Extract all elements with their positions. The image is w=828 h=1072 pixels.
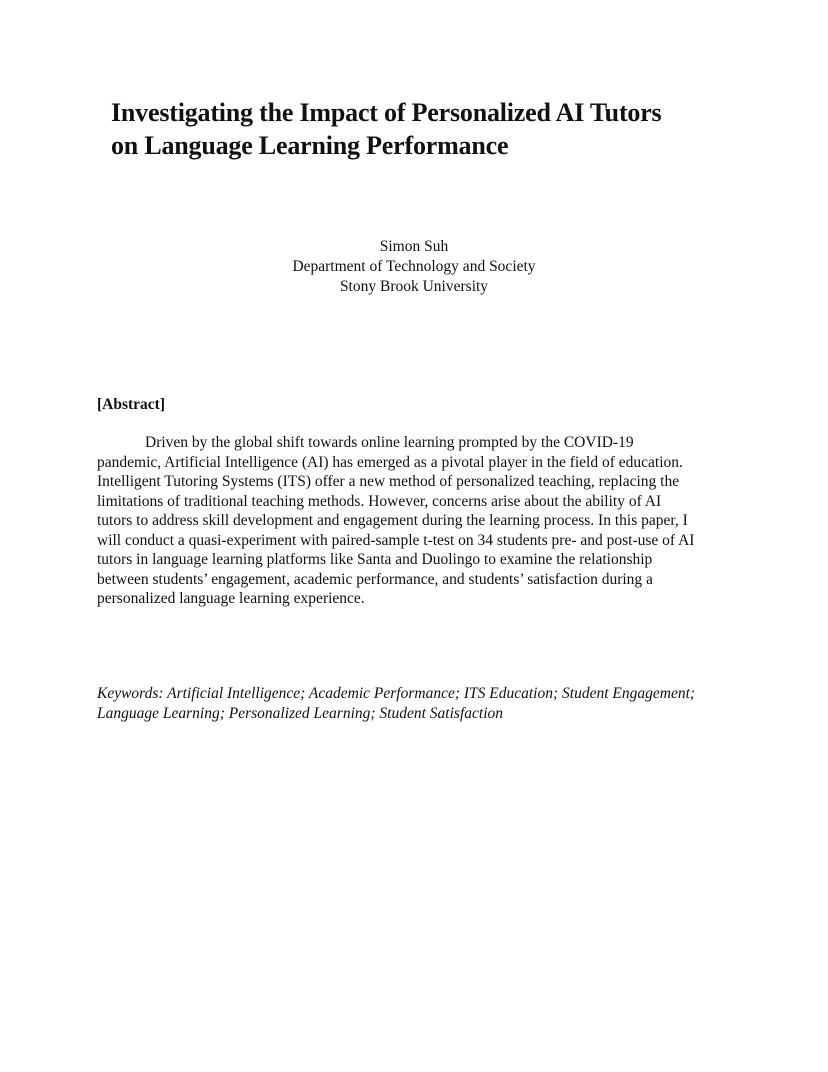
paper-title [111, 96, 751, 162]
title-line-1: Investigating the Impact of Personalized AI Tutors [111, 98, 662, 127]
abstract-line: limitations of traditional teaching methods. However, concerns arise about the ability of AI [97, 492, 662, 510]
abstract-line: personalized language learning experience. [97, 590, 365, 607]
author-name: Simon Suh [379, 238, 449, 255]
author-department: Department of Technology and Society [292, 258, 536, 275]
abstract-line: will conduct a quasi-experiment with paired-sample t-test on 34 students pre- and post-use of AI [97, 531, 695, 549]
abstract-line: pandemic, Artificial Intelligence (AI) has emerged as a pivotal player in the field of education. [97, 453, 683, 471]
author-block [0, 237, 828, 297]
abstract-line: tutors to address skill development and engagement during the learning process. In this paper, I [97, 512, 688, 529]
keywords-line: Language Learning; Personalized Learning; Student Satisfaction [97, 705, 503, 722]
keywords [97, 684, 737, 724]
author-institution: Stony Brook University [339, 278, 489, 295]
abstract-line: between students’ engagement, academic performance, and students’ satisfaction during a [97, 570, 653, 588]
abstract-line: tutors in language learning platforms like Santa and Duolingo to examine the relationship [97, 551, 653, 568]
abstract-line: Intelligent Tutoring Systems (ITS) offer a new method of personalized teaching, replacing the [97, 473, 680, 490]
keywords-line: Keywords: Artificial Intelligence; Academic Performance; ITS Education; Student Engagement; [97, 685, 696, 702]
abstract-line: Driven by the global shift towards online learning prompted by the COVID-19 [145, 434, 634, 451]
title-line-2: on Language Learning Performance [111, 131, 509, 160]
abstract-heading: [Abstract] [97, 396, 166, 413]
abstract-body [97, 433, 737, 609]
